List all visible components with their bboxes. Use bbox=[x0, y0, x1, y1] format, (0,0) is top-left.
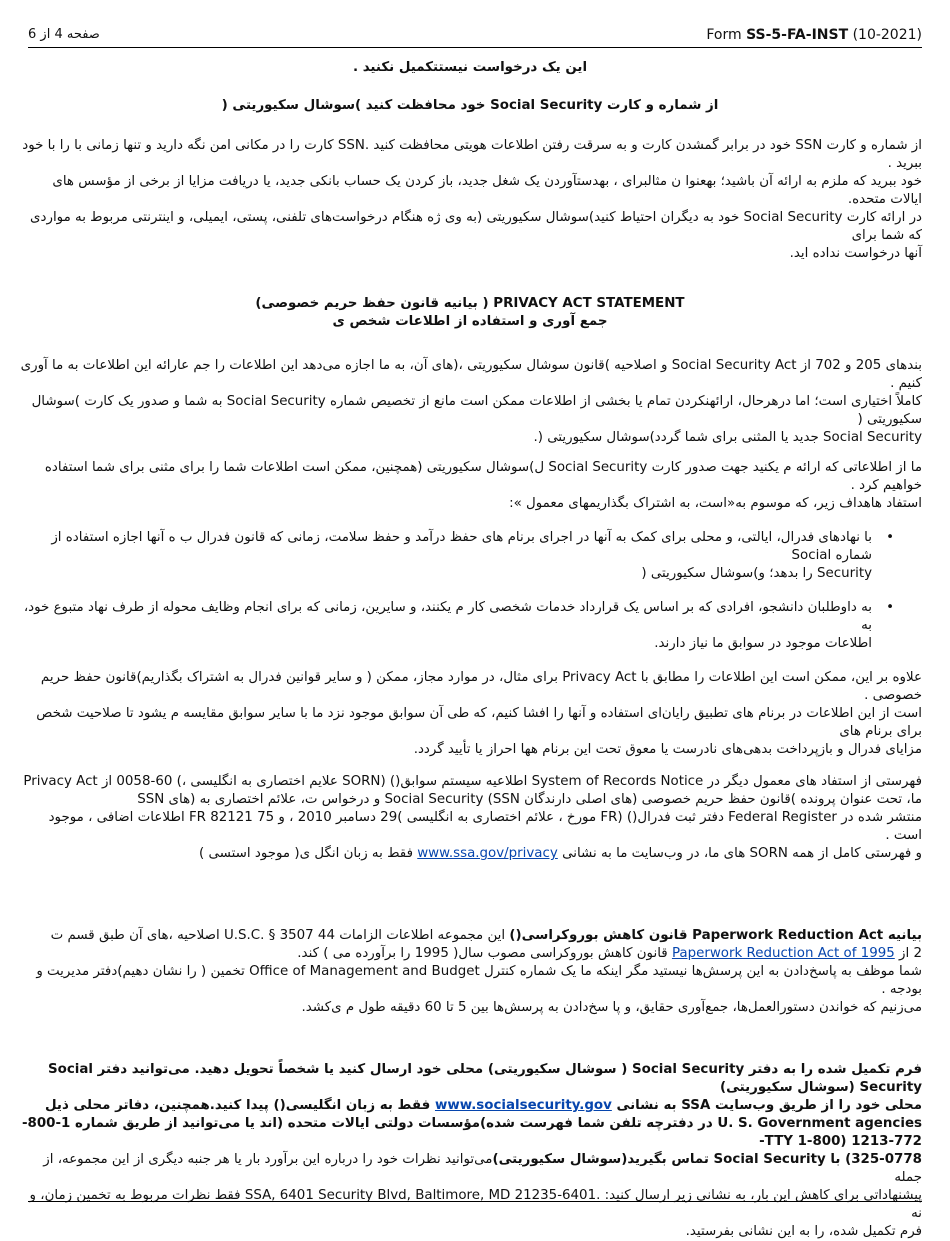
text-line: ما، تحت عنوان پرونده )قانون حفظ حریم خصوصی (های اصلی دارندگان SSN) Social Security و درخواس ت، علائم اختصاری به (های SSN bbox=[137, 792, 922, 807]
document-body bbox=[18, 52, 922, 1241]
intro-subtitle: از شماره و کارت Social Security خود محافظت کنید )سوشال سکیوریتی ( bbox=[221, 98, 719, 113]
text-line: کاملاً اختیاری است؛ اما درهرحال، ارائهنکردن تمام یا بخشی از اطلاعات ممکن است مانع از تخصیص شماره Social Security به شما و صدور یک کارت )سوشال سکیوریتی ( bbox=[31, 394, 922, 427]
text-line: U. S. Government agencies در دفترچه تلفن شما فهرست شده)مؤسسات دولتی ایالات متحده (اند یا می‌توانید از طریق شماره 1-800-772-1213 (TTY 1-800- bbox=[21, 1116, 922, 1149]
text-line: و فهرستی کامل از همه SORN های ما، در وب‌سایت ما به نشانی www.ssa.gov/privacy فقط به زبان انگل ی( موجود استسی ) bbox=[199, 846, 922, 861]
privacy-paragraph-1 bbox=[18, 357, 922, 447]
privacy-subtitle: جمع آوری و استفاده از اطلاعات شخص ی bbox=[332, 314, 608, 329]
text-line: با نهادهای فدرال، ایالتی، و محلی برای کمک به آنها در اجرای برنام های حفظ درآمد و حفظ سلامت، زمانی که قانون فدرال ب ه آنها اجازه استفاده از شماره Social bbox=[51, 530, 872, 563]
page-number: صفحه 4 از 6 bbox=[28, 27, 100, 42]
ssa-privacy-link[interactable]: www.ssa.gov/privacy bbox=[417, 846, 558, 861]
text-line: فرم تکمیل شده را به دفتر Social Security ( سوشال سکیوریتی) محلی خود ارسال کنید یا شخصاً تحویل دهید. می‌توانید دفتر Social Security (سوشال سکیوریتی) bbox=[48, 1062, 922, 1095]
text-line: Security را بدهد؛ و)سوشال سکیوریتی ( bbox=[641, 566, 872, 581]
text-line: محلی خود را از طریق وب‌سایت SSA به نشانی www.socialsecurity.gov فقط به زبان انگلیسی() پیدا کنید.همچنین، دفاتر محلی ذیل bbox=[44, 1098, 922, 1113]
text-line: 325-0778) با Social Security تماس بگیرید(سوشال سکیوریتی)می‌توانید نظرات خود را درباره این برآورد بار یا هر جنبه دیگری از این مجموعه، از جمله bbox=[43, 1152, 922, 1185]
paperwork-reduction-statement bbox=[18, 927, 922, 1017]
text-line: شما موظف به پاسخ‌دادن به این پرسش‌ها نیستید مگر اینکه ما یک شماره کنترل Office of Management and Budget تخمین ( را نشان دهیم)دفتر مدیریت و بودجه . bbox=[36, 964, 922, 997]
text-line: به داوطلبان دانشجو، افرادی که بر اساس یک قرارداد خدمات شخصی کار م یکنند، و سایرین، زمانی که برای انجام وظایف محوله از طرف نهاد متبوع خود، به bbox=[23, 600, 872, 633]
text-line: منتشر شده در Federal Register دفتر ثبت فدرال() (FR مورخ ، علائم اختصاری به انگلیسی )29 دسامبر 2010 ، و 75 FR 82121 اطلاعات اضافی ، موجود است . bbox=[48, 810, 922, 843]
routine-use-bullet-1 bbox=[18, 529, 922, 583]
text-line: می‌زنیم که خواندن دستورالعمل‌ها، جمع‌آوری حقایق، و پا سخ‌دادن به پرسش‌ها بین 5 تا 60 دقیقه طول م ی‌کشد. bbox=[301, 1000, 922, 1015]
privacy-paragraph-2 bbox=[18, 459, 922, 513]
intro-line: خود ببرید که ملزم به ارائه آن باشید؛ بهعنوا ن مثالبرای ، بهدستآوردن یک شغل جدید، باز کردن یک حساب بانکی جدید، یا دریافت مزایا از برخی از مؤسس های ایالات متحده. bbox=[52, 174, 922, 207]
privacy-paragraph-3 bbox=[18, 669, 922, 759]
text-line: پیشنهاداتی برای کاهش این بار، به نشانی زیر ارسال کنید: .SSA, 6401 Security Blvd, Baltimore, MD 21235-6401 فقط نظرات مربوط به تخمین زمان، و نه bbox=[29, 1188, 922, 1221]
text-line: مزایای فدرال و بازپرداخت بدهی‌های نادرست یا معوق تحت این برنام هها احراز یا تأیید گردد. bbox=[413, 742, 922, 757]
privacy-title: PRIVACY ACT STATEMENT ( بیانیه قانون حفظ حریم خصوصی) bbox=[255, 296, 685, 311]
intro-line: از شماره و کارت SSN خود در برابر گمشدن کارت و به سرقت رفتن اطلاعات هویتی محافظت کنید .SSN کارت را در مکانی امن نگه دارید و تنها زمانی با را با خود ببرید . bbox=[22, 138, 922, 171]
socialsecurity-gov-link[interactable]: www.socialsecurity.gov bbox=[434, 1098, 612, 1113]
text-line: علاوه بر این، ممکن است این اطلاعات را مطابق با Privacy Act برای مثال، در موارد مجاز، ممکن ( و سایر قوانین فدرال به اشتراک بگذاریم)قانون حفظ حریم خصوصی . bbox=[40, 670, 922, 703]
intro-line: در ارائه کارت Social Security خود به دیگران احتیاط کنید)سوشال سکیوریتی (به وی ژه هنگام درخواست‌های تلفنی، پستی، ایمیلی، و اینترنتی مربوط به مواردی که شما برای bbox=[30, 210, 922, 243]
intro-line: آنها درخواست نداده اید. bbox=[789, 246, 922, 261]
text-line: بیانیه Paperwork Reduction Act قانون کاهش بوروکراسی() این مجموعه اطلاعات الزامات 44 U.S.C. § 3507 اصلاحیه ،های آن طبق قسم ت bbox=[50, 928, 922, 943]
text-line: فرم تکمیل شده، را به این نشانی بفرستید. bbox=[685, 1224, 922, 1239]
text-line: اطلاعات موجود در سوابق ما نیاز دارند. bbox=[654, 636, 872, 651]
form-id: Form SS-5-FA-INST (10-2021) bbox=[706, 27, 922, 43]
page-header bbox=[28, 25, 922, 48]
submission-instructions bbox=[18, 1061, 922, 1241]
text-line: بندهای 205 و 702 از Social Security Act و اصلاحیه )قانون سوشال سکیوریتی ،(های آن، به ما اجازه می‌دهد این اطلاعات را جم عارائه این اطلاعات به ما آوری کنیم . bbox=[20, 358, 922, 391]
text-line: 2 از Paperwork Reduction Act of 1995 قانون کاهش بوروکراسی مصوب سال( 1995 را برآورده می ) کند. bbox=[297, 946, 922, 961]
text-line: فهرستی از استفاد های معمول دیگر در System of Records Notice اطلاعیه سیستم سوابق() (SORN علایم اختصاری به انگلیسی ،) 60-0058 از Privacy Act bbox=[23, 774, 922, 789]
privacy-paragraph-4 bbox=[18, 773, 922, 863]
text-line: استفاد هاهداف زیر، که موسوم به«است، به اشتراک بگذاریمهای معمول »: bbox=[509, 496, 922, 511]
routine-use-bullet-2 bbox=[18, 599, 922, 653]
bullet-icon: • bbox=[886, 530, 894, 545]
text-line: است از این اطلاعات در برنام های تطبیق رایان‌ای استفاده و آنها را افشا کنیم، که طی آن سوابق موجود نزد ما با سایر سوابق مقایسه م یشود تا صلاحیت شخص برای برنام های bbox=[36, 706, 922, 739]
footer-rule bbox=[28, 1201, 922, 1202]
text-line: ما از اطلاعاتی که ارائه م یکنید جهت صدور کارت Social Security ل)سوشال سکیوریتی (همچنین، ممکن است اطلاعات شما را برای مثنی برای شما استفاده خواهیم کرد . bbox=[44, 460, 922, 493]
intro-title: این یک درخواست نیستتکمیل نکنید . bbox=[352, 60, 588, 75]
bullet-icon: • bbox=[886, 600, 894, 615]
paperwork-act-link[interactable]: Paperwork Reduction Act of 1995 bbox=[671, 946, 895, 961]
text-line: Social Security جدید یا المثنی برای شما گردد)سوشال سکیوریتی (. bbox=[533, 430, 922, 445]
intro-paragraph bbox=[18, 137, 922, 263]
